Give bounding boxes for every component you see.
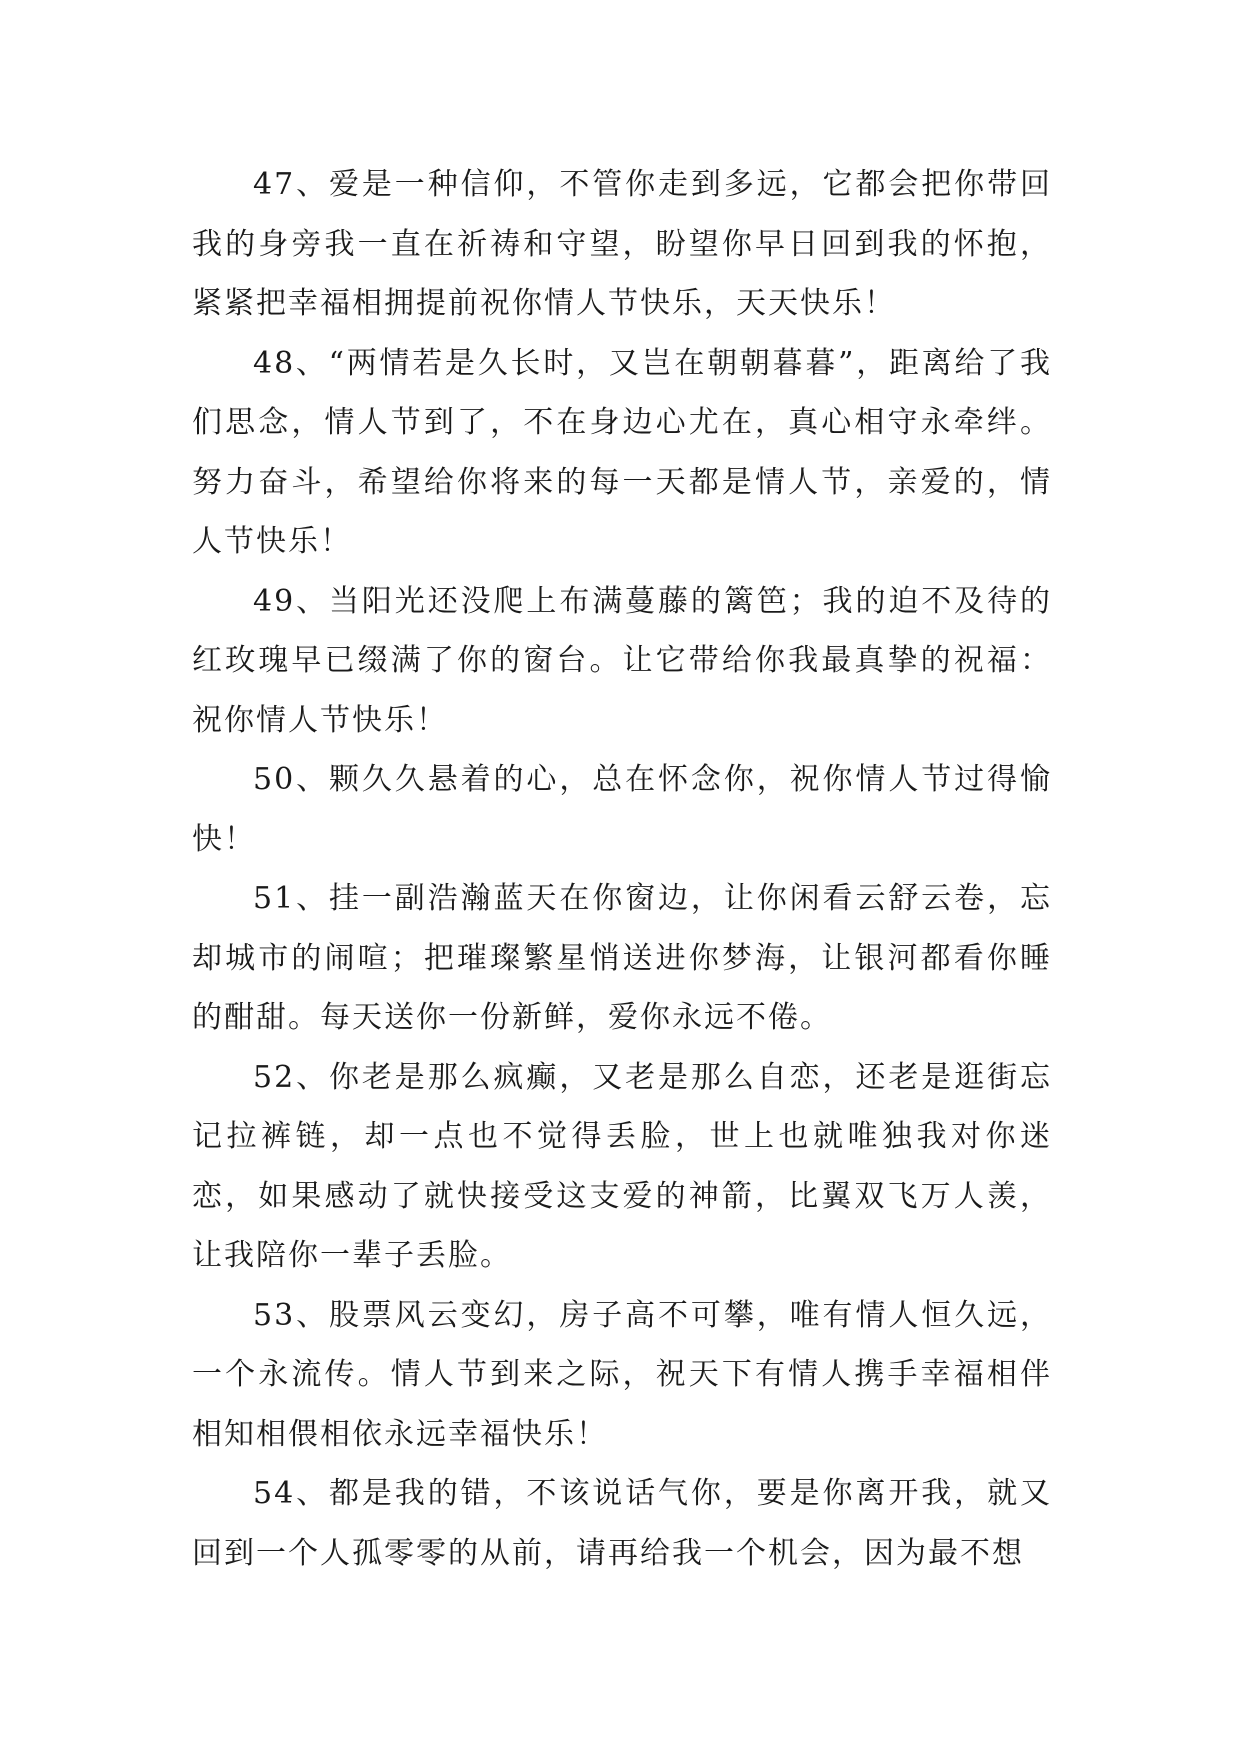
paragraph-49: 49、当阳光还没爬上布满蔓藤的篱笆；我的迫不及待的红玫瑰早已缀满了你的窗台。让它带给你我最真挚的祝福：祝你情人节快乐！ (192, 583, 1052, 738)
paragraph-47: 47、爱是一种信仰，不管你走到多远，它都会把你带回我的身旁我一直在祈祷和守望，盼望你早日回到我的怀抱，紧紧把幸福相拥提前祝你情人节快乐，天天快乐！ (192, 167, 1052, 321)
paragraph-50: 50、颗久久悬着的心，总在怀念你，祝你情人节过得愉快！ (192, 762, 1052, 857)
document-body (192, 155, 1052, 1583)
paragraph-54: 54、都是我的错，不该说话气你，要是你离开我，就又回到一个人孤零零的从前，请再给我一个机会，因为最不想 (192, 1476, 1052, 1571)
paragraph-51: 51、挂一副浩瀚蓝天在你窗边，让你闲看云舒云卷，忘却城市的闹喧；把璀璨繁星悄送进你梦海，让银河都看你睡的酣甜。每天送你一份新鲜，爱你永远不倦。 (192, 881, 1052, 1035)
paragraph-48: 48、“两情若是久长时，又岂在朝朝暮暮”，距离给了我们思念，情人节到了，不在身边心尤在，真心相守永牵绊。努力奋斗，希望给你将来的每一天都是情人节，亲爱的，情人节快乐！ (192, 345, 1052, 559)
paragraph-52: 52、你老是那么疯癫，又老是那么自恋，还老是逛街忘记拉裤链，却一点也不觉得丢脸，世上也就唯独我对你迷恋，如果感动了就快接受这支爱的神箭，比翼双飞万人羡，让我陪你一辈子丢脸。 (192, 1059, 1052, 1273)
paragraph-53: 53、股票风云变幻，房子高不可攀，唯有情人恒久远，一个永流传。情人节到来之际，祝天下有情人携手幸福相伴相知相偎相依永远幸福快乐！ (192, 1297, 1052, 1452)
